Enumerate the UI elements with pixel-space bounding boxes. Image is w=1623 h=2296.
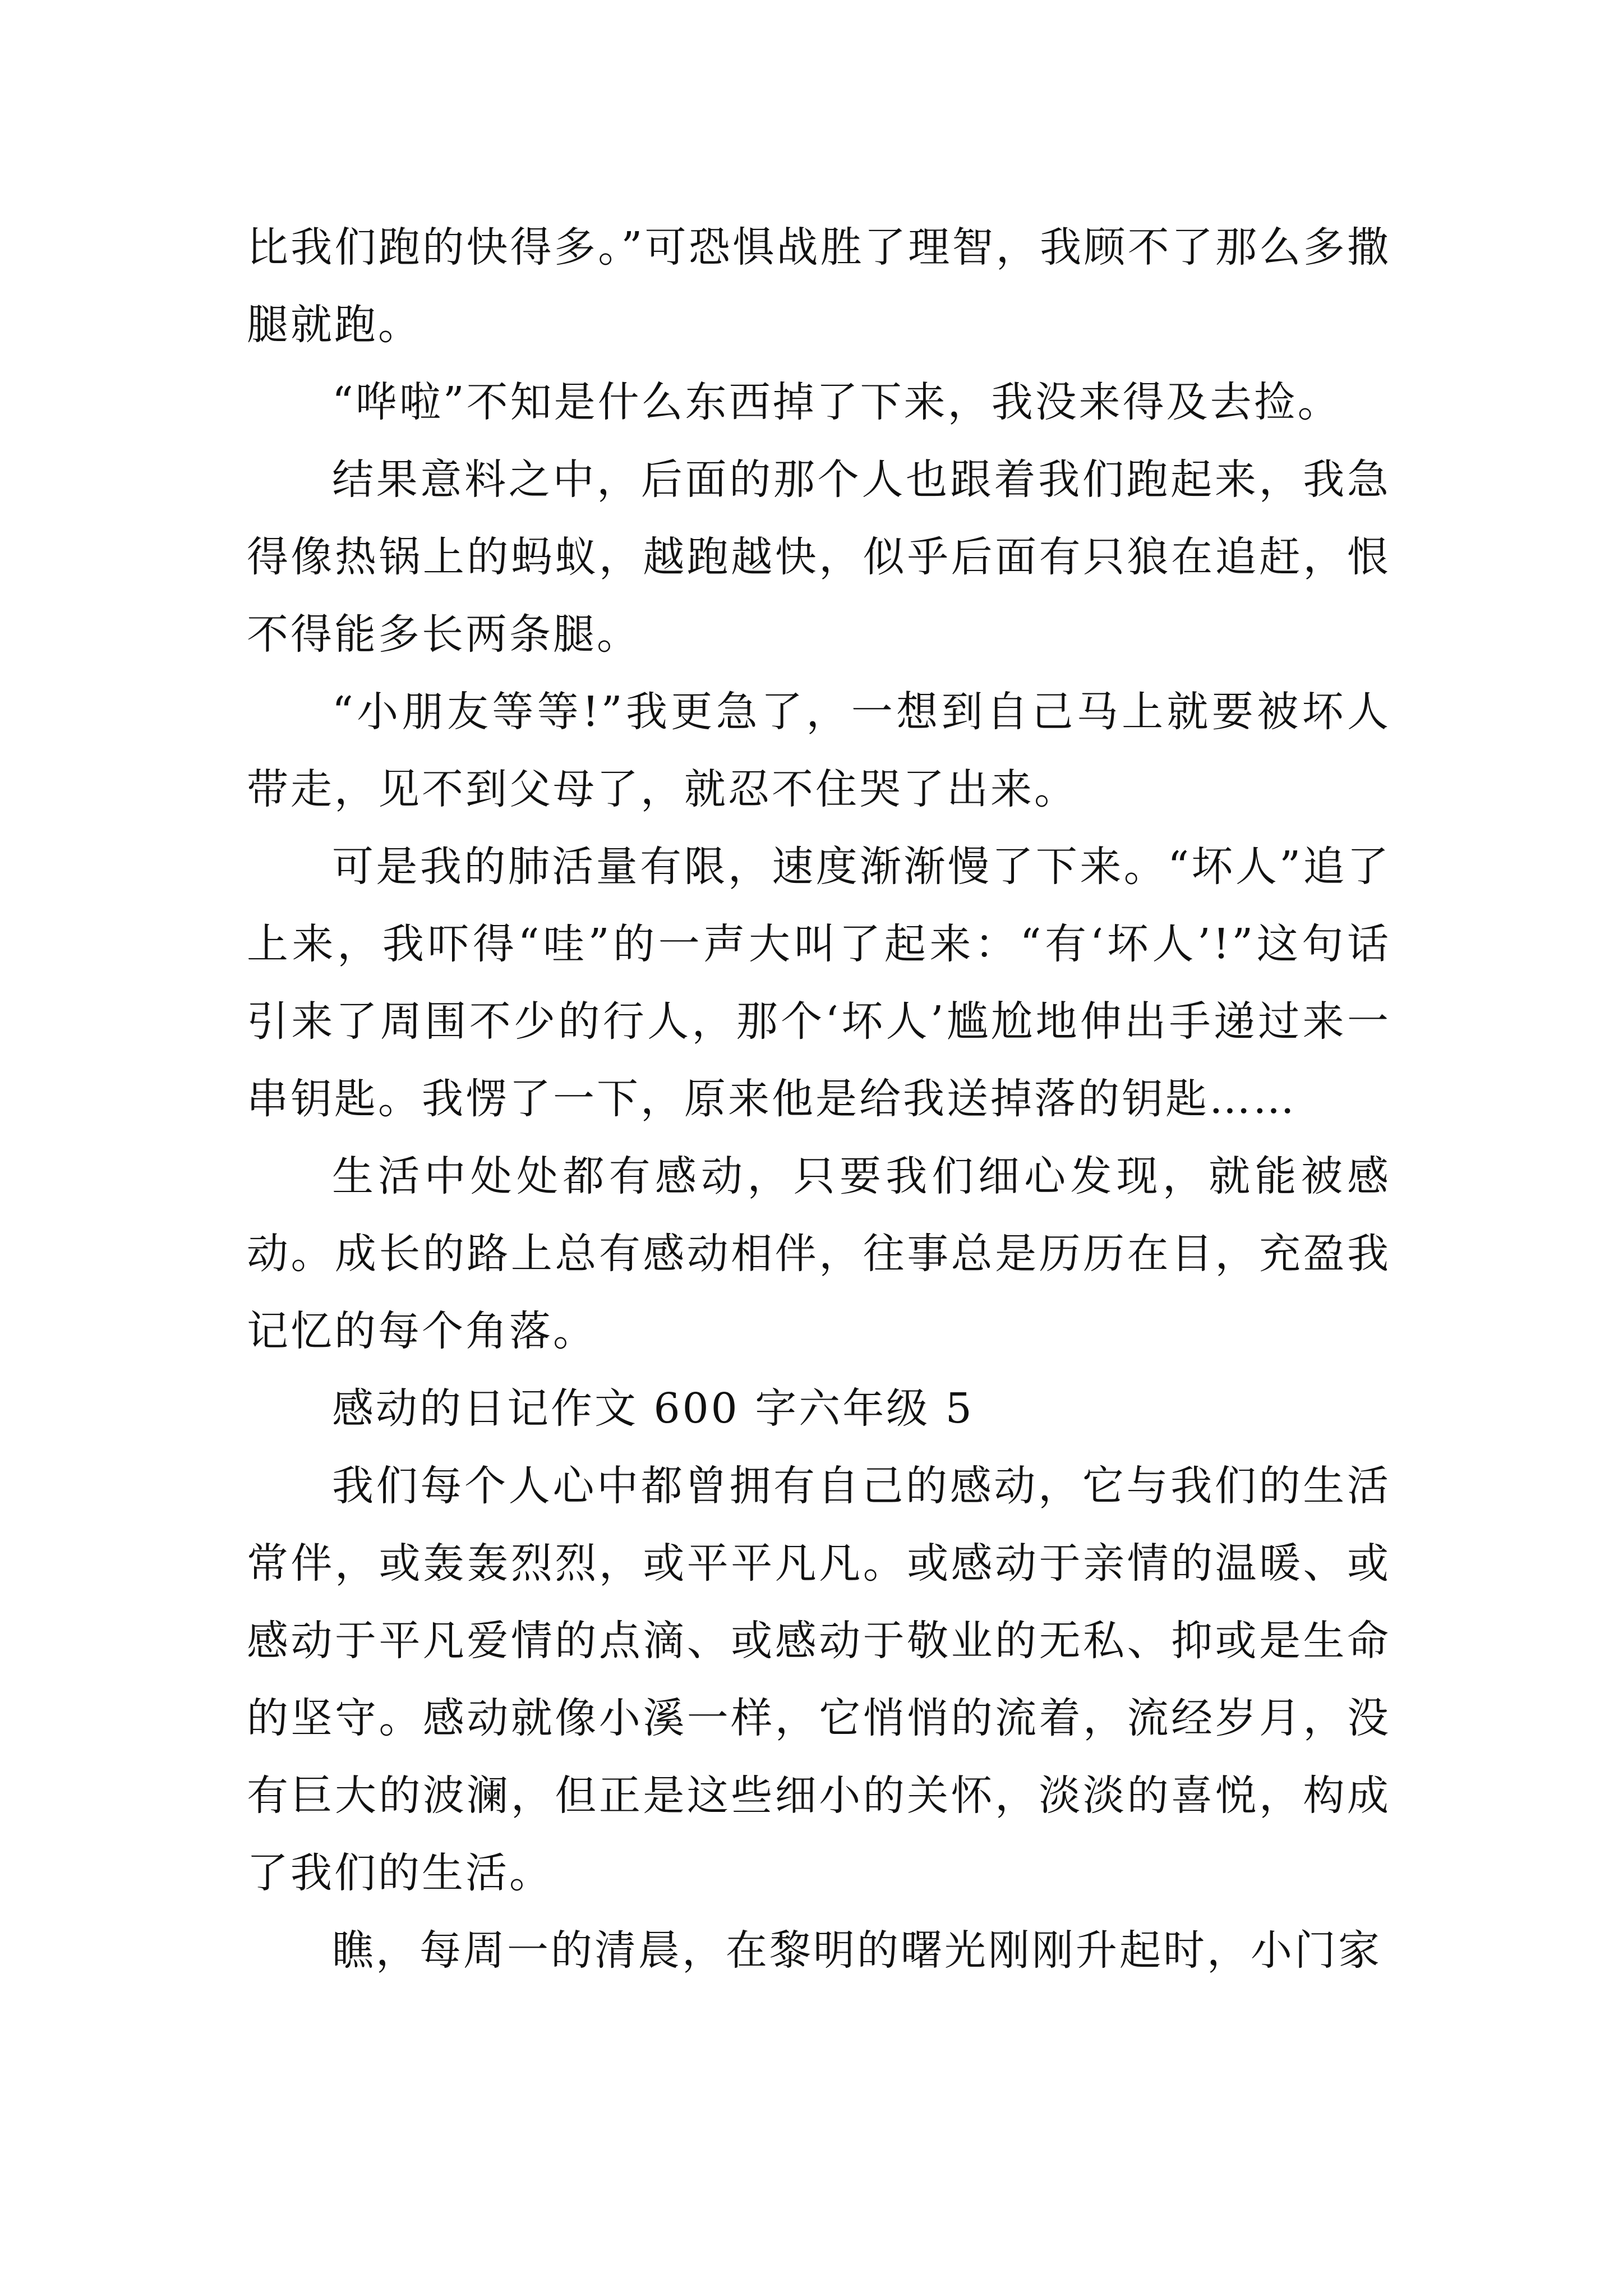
paragraph: 我们每个人心中都曾拥有自己的感动，它与我们的生活常伴，或轰轰烈烈，或平平凡凡。或感动于亲情的温暖、或感动于平凡爱情的点滴、或感动于敬业的无私、抑或是生命的坚守。感动就像小溪一样，它悄悄的流着，流经岁月，没有巨大的波澜，但正是这些细小的关怀，淡淡的喜悦，构成了我们的生活。: [247, 1462, 1391, 1897]
paragraph: 生活中处处都有感动，只要我们细心发现，就能被感动。成长的路上总有感动相伴，往事总是历历在目，充盈我记忆的每个角落。: [247, 1152, 1391, 1355]
paragraph: 比我们跑的快得多。”可恐惧战胜了理智，我顾不了那么多撒腿就跑。: [247, 223, 1391, 349]
section-heading: 感动的日记作文 600 字六年级 5: [332, 1384, 974, 1433]
paragraph: 可是我的肺活量有限，速度渐渐慢了下来。“坏人”追了上来，我吓得“哇”的一声大叫了起来：“有‘坏人’!”这句话引来了周围不少的行人，那个‘坏人’尴尬地伸出手递过来一串钥匙。我愣了一下，原来他是给我送掉落的钥匙……: [247, 843, 1391, 1123]
paragraph: “哗啦”不知是什么东西掉了下来，我没来得及去捡。: [332, 378, 1341, 426]
paragraph: 瞧，每周一的清晨，在黎明的曙光刚刚升起时，小门家: [332, 1926, 1382, 1975]
body-text: [247, 209, 1391, 1989]
paragraph: “小朋友等等!”我更急了，一想到自己马上就要被坏人带走，见不到父母了，就忍不住哭了出来。: [247, 688, 1391, 813]
paragraph: 结果意料之中，后面的那个人也跟着我们跑起来，我急得像热锅上的蚂蚁，越跑越快，似乎后面有只狼在追赶，恨不得能多长两条腿。: [247, 455, 1391, 659]
